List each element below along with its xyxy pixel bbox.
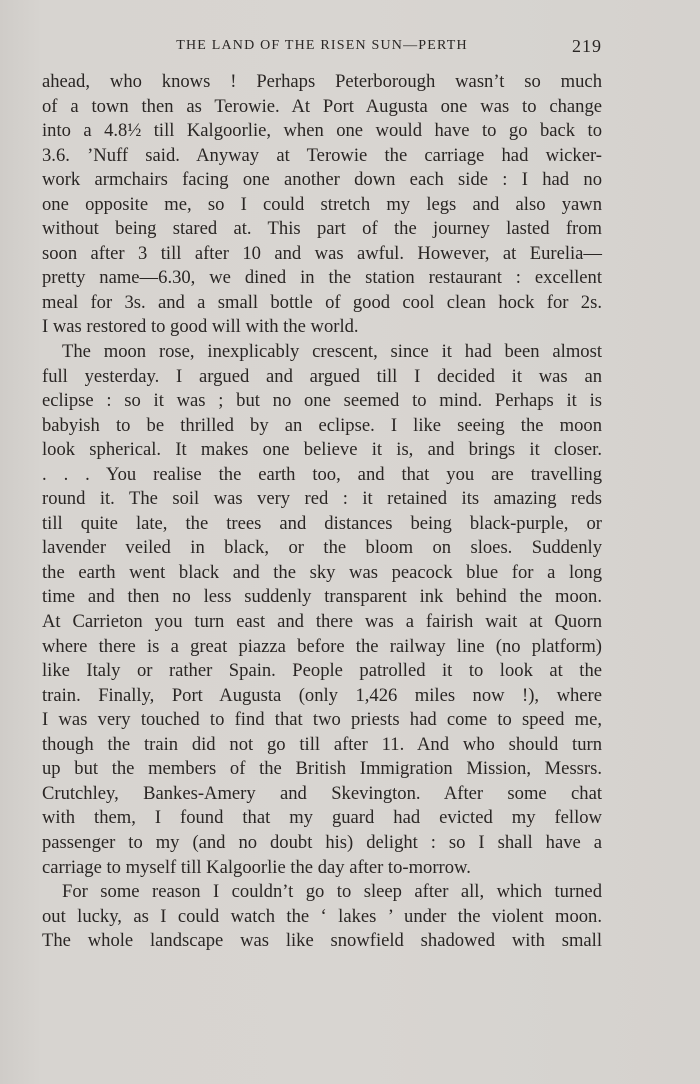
- text-line: round it. The soil was very red : it retained its amazing reds: [42, 488, 602, 510]
- text-line: time and then no less suddenly transparent ink behind the moon.: [42, 586, 602, 608]
- text-line: till quite late, the trees and distances being black-purple, or: [42, 512, 602, 534]
- running-head: [42, 36, 602, 58]
- text-line: out lucky, as I could watch the ‘ lakes ’ under the violent moon.: [42, 905, 602, 927]
- text-line: pretty name—6.30, we dined in the station restaurant : excellent: [42, 267, 602, 289]
- text-line: soon after 3 till after 10 and was awful. However, at Eurelia—: [42, 242, 602, 264]
- text-line: The whole landscape was like snowfield shadowed with small: [42, 930, 602, 952]
- text-line: the earth went black and the sky was peacock blue for a long: [42, 561, 602, 583]
- text-line: train. Finally, Port Augusta (only 1,426 miles now !), where: [42, 684, 602, 706]
- text-line: 3.6. ’Nuff said. Anyway at Terowie the carriage had wicker-: [42, 144, 602, 166]
- text-line: The moon rose, inexplicably crescent, since it had been almost: [62, 341, 602, 363]
- text-line: Crutchley, Bankes-Amery and Skevington. After some chat: [42, 782, 602, 804]
- text-line: I was very touched to find that two priests had come to speed me,: [42, 709, 602, 731]
- text-line: without being stared at. This part of the journey lasted from: [42, 218, 602, 240]
- text-line: For some reason I couldn’t go to sleep after all, which turned: [62, 881, 602, 903]
- text-line: babyish to be thrilled by an eclipse. I like seeing the moon: [42, 414, 602, 436]
- text-line: like Italy or rather Spain. People patrolled it to look at the: [42, 660, 602, 682]
- text-line: up but the members of the British Immigration Mission, Messrs.: [42, 758, 602, 780]
- text-line: At Carrieton you turn east and there was a fairish wait at Quorn: [42, 611, 602, 633]
- paragraph: [42, 70, 602, 340]
- text-line: look spherical. It makes one believe it is, and brings it closer.: [42, 439, 602, 461]
- text-line: though the train did not go till after 11. And who should turn: [42, 733, 602, 755]
- text-line: meal for 3s. and a small bottle of good cool clean hock for 2s.: [42, 291, 602, 313]
- text-line: I was restored to good will with the world.: [42, 316, 359, 338]
- text-line: ahead, who knows ! Perhaps Peterborough wasn’t so much: [42, 71, 602, 92]
- text-line: eclipse : so it was ; but no one seemed to mind. Perhaps it is: [42, 390, 602, 412]
- text-line: full yesterday. I argued and argued till I decided it was an: [42, 365, 602, 387]
- text-line: one opposite me, so I could stretch my legs and also yawn: [42, 193, 602, 215]
- text-line: passenger to my (and no doubt his) delight : so I shall have a: [42, 831, 602, 853]
- page-number: 219: [572, 36, 602, 56]
- text-line: of a town then as Terowie. At Port Augusta one was to change: [42, 95, 602, 117]
- running-title: THE LAND OF THE RISEN SUN—PERTH: [176, 38, 468, 53]
- paragraph: [42, 340, 602, 880]
- text-line: . . . You realise the earth too, and that you are travelling: [42, 463, 602, 485]
- text-line: into a 4.8½ till Kalgoorlie, when one would have to go back to: [42, 120, 602, 142]
- paragraph: [42, 880, 602, 954]
- text-line: where there is a great piazza before the railway line (no platform): [42, 635, 602, 657]
- text-line: lavender veiled in black, or the bloom on sloes. Suddenly: [42, 537, 602, 559]
- body-text: [42, 70, 602, 954]
- text-line: with them, I found that my guard had evicted my fellow: [42, 807, 602, 829]
- text-line: carriage to myself till Kalgoorlie the day after to-morrow.: [42, 856, 471, 878]
- text-line: work armchairs facing one another down each side : I had no: [42, 169, 602, 191]
